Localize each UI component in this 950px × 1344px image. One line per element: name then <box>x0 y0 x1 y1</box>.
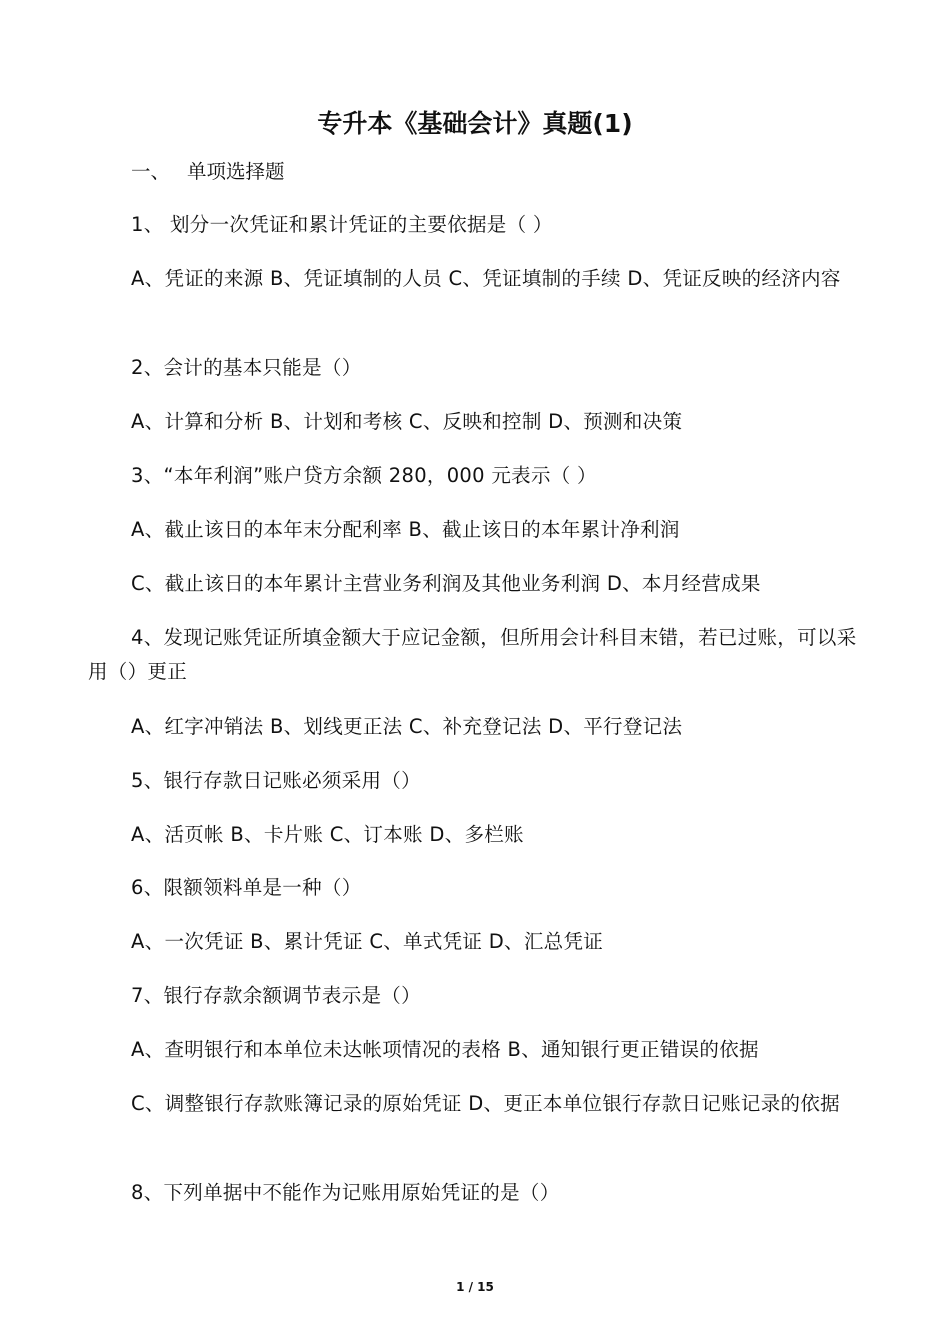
question-7-options-ab: A、查明银行和本单位未达帐项情况的表格 B、通知银行更正错误的依据 <box>131 1038 759 1061</box>
section-number: 一、 <box>131 160 171 183</box>
question-3-options-cd: C、截止该日的本年累计主营业务利润及其他业务利润 D、本月经营成果 <box>131 572 761 595</box>
section-heading <box>131 155 285 189</box>
question-1-options: A、凭证的来源 B、凭证填制的人员 C、凭证填制的手续 D、凭证反映的经济内容 <box>131 267 841 290</box>
question-1: 1、 划分一次凭证和累计凭证的主要依据是（ ） <box>131 213 553 236</box>
page-title: 专升本《基础会计》真题(1) <box>317 109 633 138</box>
question-4-options: A、红字冲销法 B、划线更正法 C、补充登记法 D、平行登记法 <box>131 715 683 738</box>
section-title: 单项选择题 <box>187 160 285 183</box>
question-4: 4、发现记账凭证所填金额大于应记金额，但所用会计科目末错，若已过账，可以采用（）更正 <box>88 626 857 683</box>
question-7-options-cd: C、调整银行存款账簿记录的原始凭证 D、更正本单位银行存款日记账记录的依据 <box>131 1092 840 1115</box>
question-2: 2、会计的基本只能是（） <box>131 356 362 379</box>
question-5: 5、银行存款日记账必须采用（） <box>131 769 421 792</box>
question-2-options: A、计算和分析 B、计划和考核 C、反映和控制 D、预测和决策 <box>131 410 683 433</box>
question-6-options: A、一次凭证 B、累计凭证 C、单式凭证 D、汇总凭证 <box>131 930 604 953</box>
question-3: 3、“本年利润”账户贷方余额 280，000 元表示（ ） <box>131 464 597 487</box>
question-3-options-ab: A、截止该日的本年末分配利率 B、截止该日的本年累计净利润 <box>131 518 680 541</box>
question-6: 6、限额领料单是一种（） <box>131 876 362 899</box>
question-8: 8、下列单据中不能作为记账用原始凭证的是（） <box>131 1181 560 1204</box>
question-7: 7、银行存款余额调节表示是（） <box>131 984 421 1007</box>
page-number: 1 / 15 <box>456 1280 494 1294</box>
question-5-options: A、活页帐 B、卡片账 C、订本账 D、多栏账 <box>131 823 524 846</box>
